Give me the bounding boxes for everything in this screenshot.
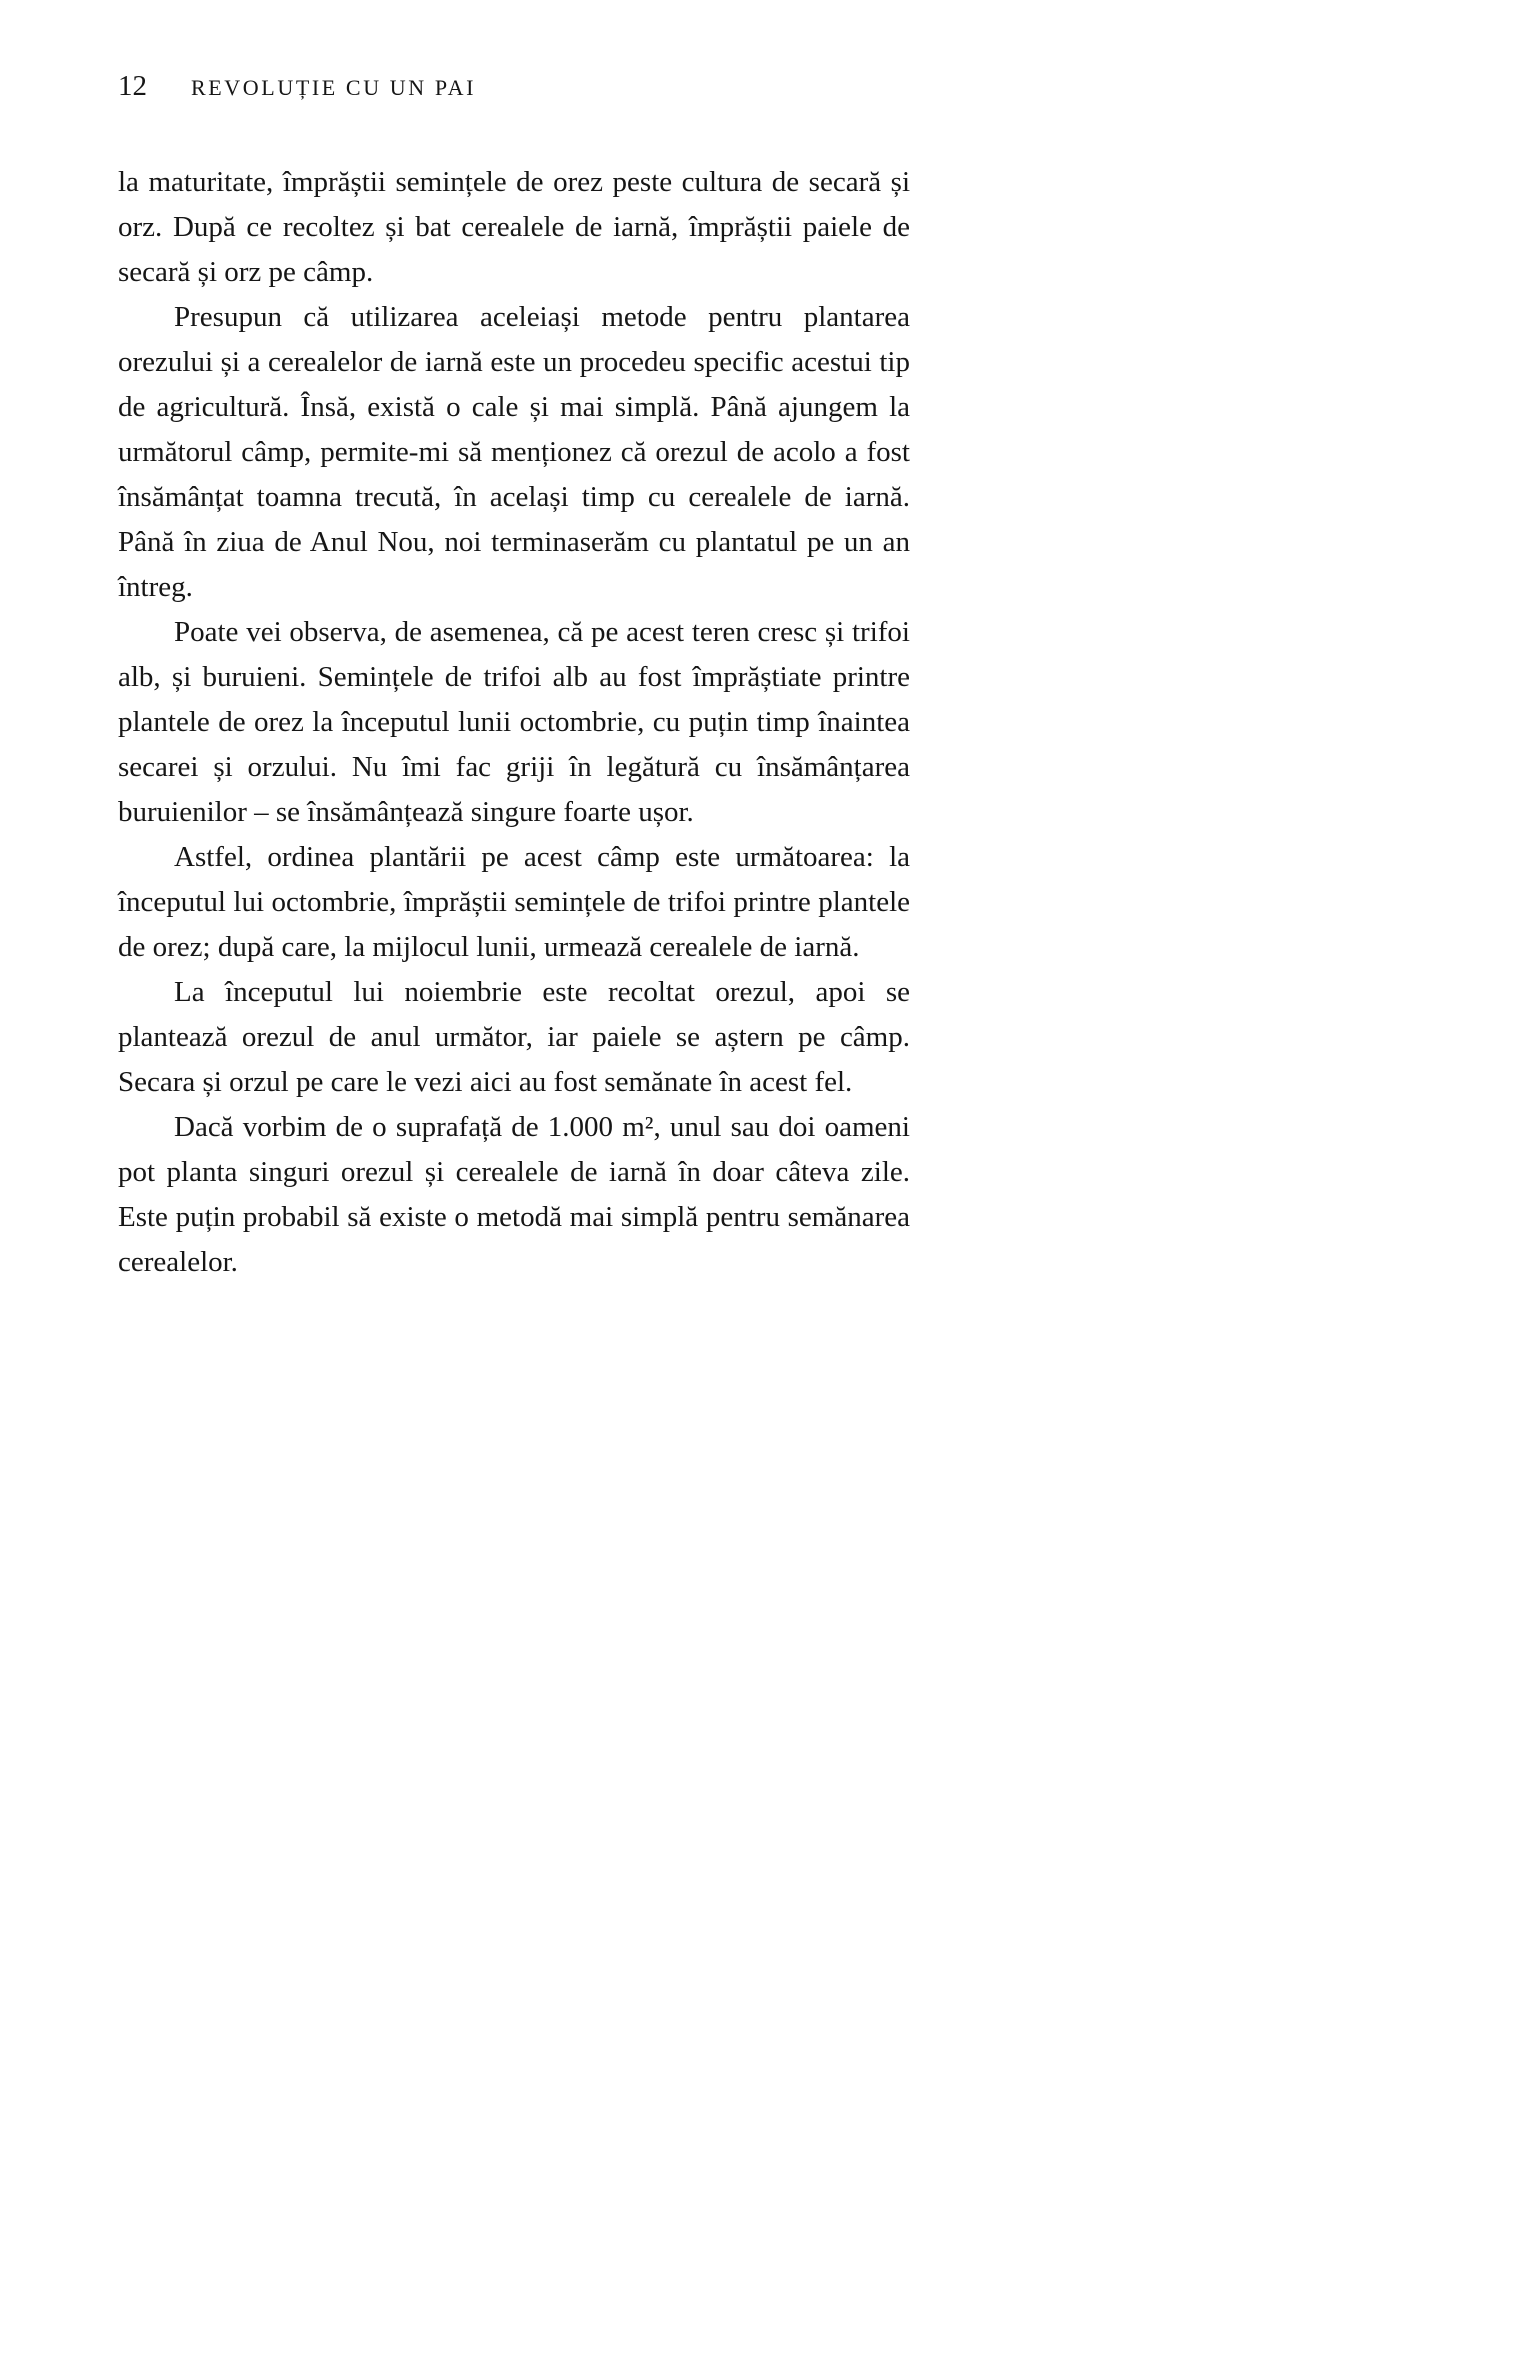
page-number: 12 xyxy=(118,70,147,102)
page-header xyxy=(118,72,476,101)
paragraph-5: La începutul lui noiembrie este recoltat orezul, apoi se plantează orezul de anul următor, iar paiele se aștern pe câmp. Secara și orzul pe care le vezi aici au fost semănate în acest fel. xyxy=(118,976,910,1098)
paragraph-6: Dacă vorbim de o suprafață de 1.000 m², unul sau doi oameni pot planta singuri orezul și cerealele de iarnă în doar câteva zile. Este puțin probabil să existe o metodă mai simplă pentru semănarea cerealelor. xyxy=(118,1111,910,1278)
paragraph-2: Presupun că utilizarea aceleiași metode pentru plantarea orezului și a cerealelor de iarnă este un procedeu specific acestui tip de agricultură. Însă, există o cale și mai simplă. Până ajungem la următorul câmp, permite-mi să menționez că orezul de acolo a fost însămânțat toamna trecută, în același timp cu cerealele de iarnă. Până în ziua de Anul Nou, noi terminaserăm cu plantatul pe un an întreg. xyxy=(118,301,910,603)
paragraph-3: Poate vei observa, de asemenea, că pe acest teren cresc și trifoi alb, și buruieni. Semințele de trifoi alb au fost împrăștiate printre plantele de orez la începutul lunii octombrie, cu puțin timp înaintea secarei și orzului. Nu îmi fac griji în legătură cu însămânțarea buruienilor – se însămânțează singure foarte ușor. xyxy=(118,616,910,828)
running-header-title: REVOLUȚIE CU UN PAI xyxy=(191,75,477,100)
body-text-block xyxy=(118,160,910,1285)
paragraph-1: la maturitate, împrăștii semințele de orez peste cultura de secară și orz. După ce recoltez și bat cerealele de iarnă, împrăștii paiele de secară și orz pe câmp. xyxy=(118,166,910,288)
paragraph-4: Astfel, ordinea plantării pe acest câmp este următoarea: la începutul lui octombrie, împrăștii semințele de trifoi printre plantele de orez; după care, la mijlocul lunii, urmează cerealele de iarnă. xyxy=(118,841,910,963)
